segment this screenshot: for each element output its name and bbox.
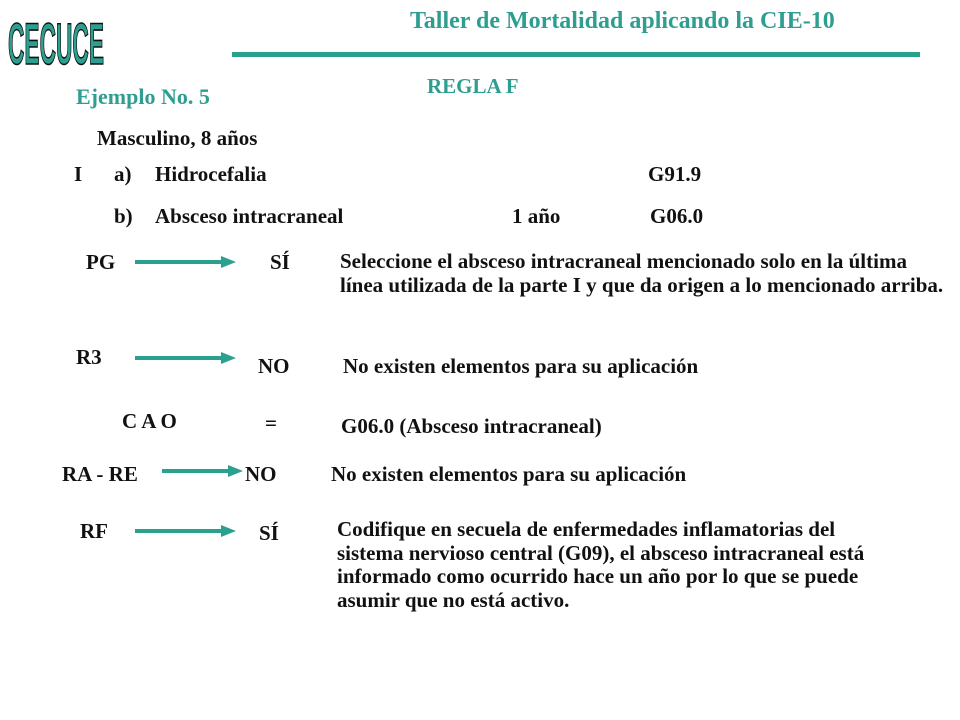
patient-info: Masculino, 8 años	[97, 126, 258, 150]
pg-result: SÍ	[270, 250, 290, 274]
rare-text: No existen elementos para su aplicación	[331, 462, 687, 486]
pg-label: PG	[86, 250, 116, 274]
cao-result: =	[265, 411, 277, 435]
line-a-code: G91.9	[648, 162, 702, 186]
rf-arrow-icon	[133, 523, 237, 539]
line-b-code: G06.0	[650, 204, 704, 228]
header-title: Taller de Mortalidad aplicando la CIE-10	[410, 8, 835, 34]
line-a-diagnosis: Hidrocefalia	[155, 162, 267, 186]
r3-arrow-icon	[133, 350, 237, 366]
line-b-letter: b)	[114, 204, 133, 228]
rf-text: Codifique en secuela de enfermedades inflamatorias del sistema nervioso central (G09), el absceso intracraneal está informado como ocurrido hace un año por lo que se puede asumir que no está activo.	[337, 517, 865, 612]
cao-label: C A O	[122, 409, 177, 433]
rf-result: SÍ	[259, 521, 279, 545]
rare-arrow-icon	[160, 463, 244, 479]
rare-result: NO	[245, 462, 277, 486]
logo-text: CECUCE	[8, 12, 104, 77]
line-b-interval: 1 año	[512, 204, 561, 228]
r3-label: R3	[76, 345, 102, 369]
pg-arrow-icon	[133, 254, 237, 270]
cecuce-logo	[6, 4, 106, 77]
example-title: Ejemplo No. 5	[76, 84, 210, 109]
rare-label: RA - RE	[62, 462, 138, 486]
pg-text: Seleccione el absceso intracraneal mencionado solo en la última línea utilizada de la parte I y que da origen a lo mencionado arriba.	[340, 249, 944, 297]
r3-text: No existen elementos para su aplicación	[343, 354, 699, 378]
cao-text: G06.0 (Absceso intracraneal)	[341, 414, 602, 438]
line-a-letter: a)	[114, 162, 132, 186]
rf-label: RF	[80, 519, 108, 543]
r3-result: NO	[258, 354, 290, 378]
part-roman: I	[74, 162, 83, 186]
header-rule	[232, 52, 920, 57]
regla-title: REGLA F	[427, 74, 519, 98]
line-b-diagnosis: Absceso intracraneal	[155, 204, 344, 228]
